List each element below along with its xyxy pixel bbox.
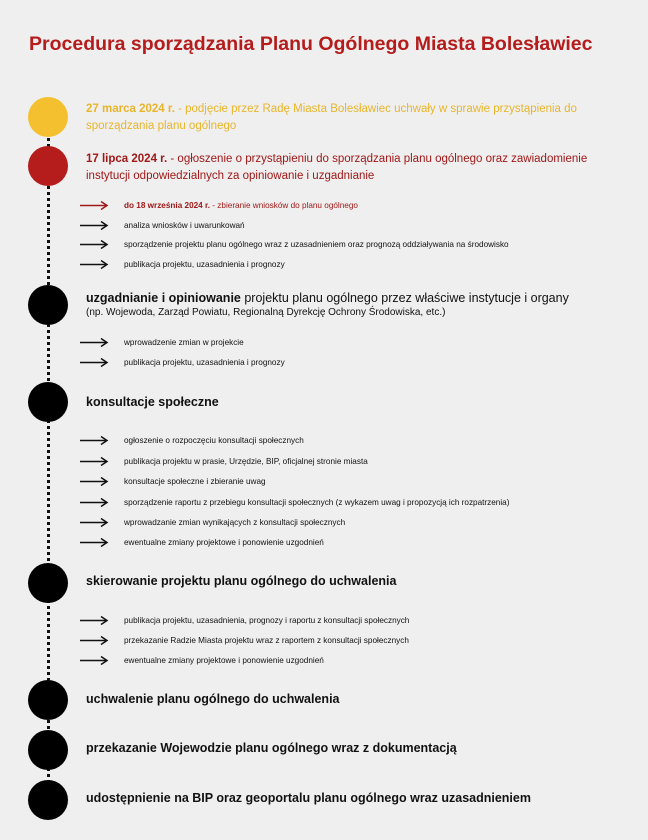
step-text: analiza wniosków i uwarunkowań — [124, 221, 245, 230]
timeline-dot-red — [28, 146, 68, 186]
step-item — [80, 336, 244, 349]
step-text: ogłoszenie o rozpoczęciu konsultacji społecznych — [124, 436, 304, 445]
arrow-right-icon — [80, 238, 110, 251]
arrow-right-icon — [80, 434, 110, 447]
stage-6-title: przekazanie Wojewodzie planu ogólnego wraz z dokumentacją — [86, 741, 457, 755]
milestone-1-text: - podjęcie przez Radę Miasta Bolesławiec uchwały w sprawie przystąpienia do sporządzania planu ogólnego — [86, 103, 577, 132]
step-text: przekazanie Radzie Miasta projektu wraz z raportem z konsultacji społecznych — [124, 636, 409, 645]
step-text: publikacja projektu, uzasadnienia i prognozy — [124, 260, 285, 269]
step-item — [80, 258, 285, 271]
stage-7-title: udostępnienie na BIP oraz geoportalu planu ogólnego wraz uzasadnieniem — [86, 791, 531, 805]
stage-4-title: skierowanie projektu planu ogólnego do uchwalenia — [86, 574, 397, 588]
arrow-right-icon — [80, 258, 110, 271]
step-text: ewentualne zmiany projektowe i ponowienie uzgodnień — [124, 538, 324, 547]
step-item — [80, 356, 285, 369]
step-text: sporządzenie projektu planu ogólnego wraz z uzasadnieniem oraz prognozą oddziaływania na środowisko — [124, 240, 509, 249]
arrow-right-icon — [80, 219, 110, 232]
step-text: publikacja projektu, uzasadnienia, prognozy i raportu z konsultacji społecznych — [124, 616, 410, 625]
step-item — [80, 238, 509, 251]
arrow-right-icon — [80, 654, 110, 667]
arrow-right-icon — [80, 614, 110, 627]
step-text: ewentualne zmiany projektowe i ponowienie uzgodnień — [124, 656, 324, 665]
step-text: wprowadzanie zmian wynikających z konsultacji społecznych — [124, 518, 346, 527]
step-text-rest: - zbieranie wniosków do planu ogólnego — [210, 201, 358, 210]
step-item — [80, 614, 409, 627]
arrow-right-icon — [80, 536, 110, 549]
step-text: publikacja projektu w prasie, Urzędzie, BIP, oficjalnej stronie miasta — [124, 457, 368, 466]
stage-2-note: (np. Wojewoda, Zarząd Powiatu, Regionalną Dyrekcję Ochrony Środowiska, etc.) — [86, 307, 446, 318]
stage-2-title-bold: uzgadnianie i opiniowanie — [86, 291, 241, 305]
step-text — [124, 201, 358, 210]
timeline-dot — [28, 730, 68, 770]
step-text: publikacja projektu, uzasadnienia i prognozy — [124, 358, 285, 367]
step-item — [80, 634, 409, 647]
timeline-dot-yellow — [28, 97, 68, 137]
step-item — [80, 475, 266, 488]
step-item — [80, 455, 368, 468]
arrow-right-icon — [80, 356, 110, 369]
step-item — [80, 434, 304, 447]
stage-2-title — [86, 290, 569, 307]
arrow-right-icon — [80, 475, 110, 488]
stage-5-title: uchwalenie planu ogólnego do uchwalenia — [86, 692, 340, 706]
arrow-right-icon — [80, 336, 110, 349]
stage-3-title: konsultacje społeczne — [86, 395, 219, 409]
step-item — [80, 536, 324, 549]
page-title: Procedura sporządzania Planu Ogólnego Miasta Bolesławiec — [29, 33, 593, 55]
timeline-dot — [28, 563, 68, 603]
arrow-right-icon — [80, 455, 110, 468]
milestone-1 — [86, 101, 626, 135]
step-text: konsultacje społeczne i zbieranie uwag — [124, 477, 266, 486]
step-text: wprowadzenie zmian w projekcie — [124, 338, 244, 347]
milestone-2-date: 17 lipca 2024 r. — [86, 153, 168, 165]
step-date: do 18 września 2024 r. — [124, 201, 211, 210]
milestone-2-text: - ogłoszenie o przystąpieniu do sporządzania planu ogólnego oraz zawiadomienie instytucji odpowiedzialnych za opiniowanie i uzgadnianie — [86, 153, 588, 182]
timeline-dot — [28, 285, 68, 325]
arrow-right-icon — [80, 634, 110, 647]
arrow-right-icon — [80, 516, 110, 529]
milestone-1-date: 27 marca 2024 r. — [86, 103, 175, 115]
step-item — [80, 219, 245, 232]
timeline-dot — [28, 382, 68, 422]
arrow-right-icon — [80, 199, 110, 212]
arrow-right-icon — [80, 496, 110, 509]
timeline-dot — [28, 680, 68, 720]
step-item — [80, 496, 509, 509]
step-item — [80, 199, 358, 212]
stage-2-title-rest: projektu planu ogólnego przez właściwe instytucje i organy — [240, 291, 569, 305]
step-text: sporządzenie raportu z przebiegu konsultacji społecznych (z wykazem uwag i propozycją ich rozpatrzenia) — [124, 498, 510, 507]
milestone-2 — [86, 151, 626, 185]
step-item — [80, 654, 324, 667]
step-item — [80, 516, 345, 529]
timeline-dot — [28, 780, 68, 820]
